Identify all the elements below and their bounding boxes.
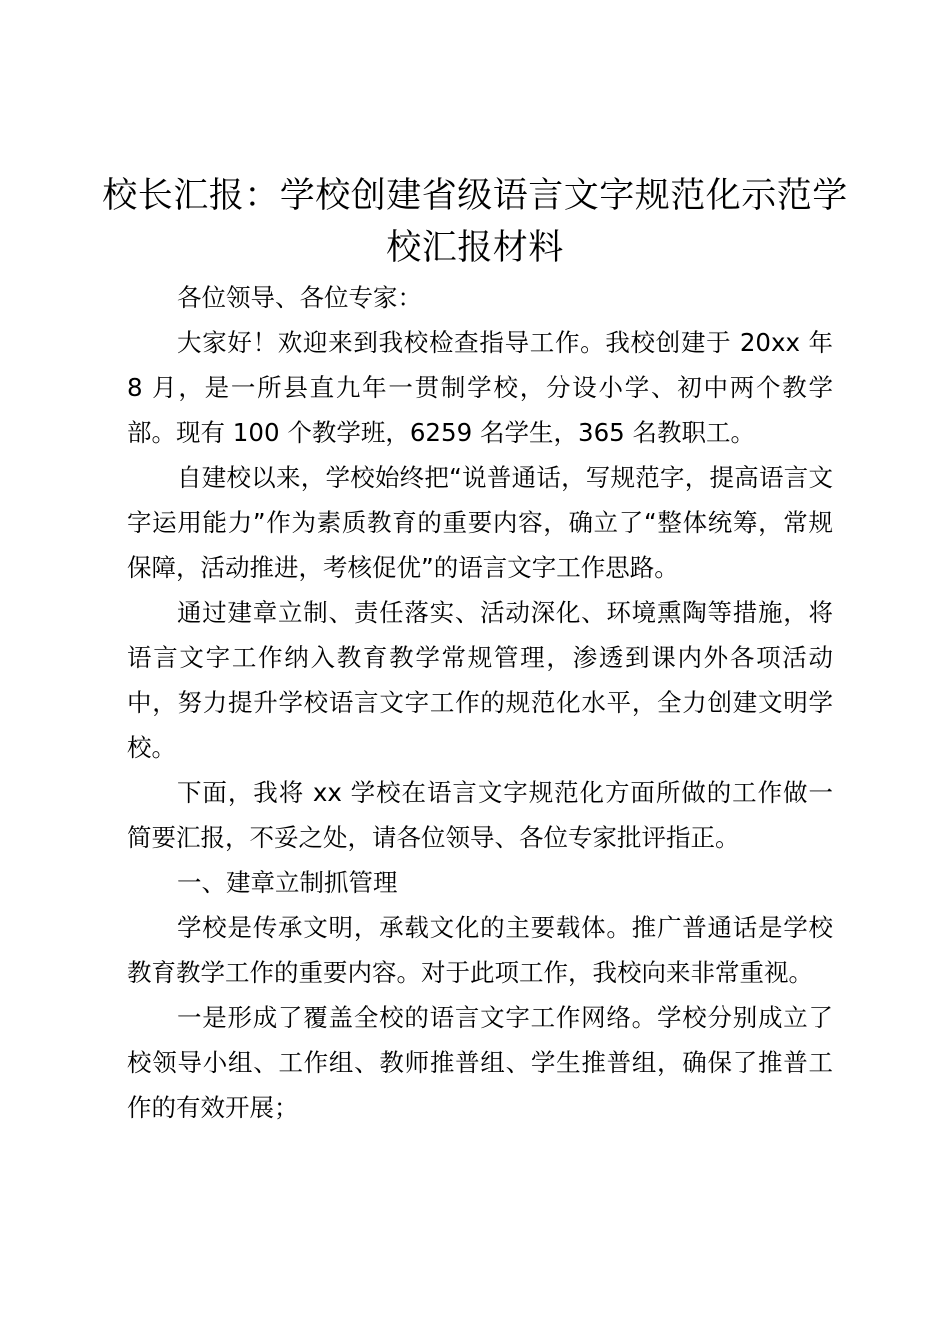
greeting-paragraph: 各位领导、各位专家： [177,283,422,312]
document-title: 校长汇报：学校创建省级语言文字规范化示范学校汇报材料 [102,176,848,268]
measures-paragraph: 通过建章立制、责任落实、活动深化、环境熏陶等措施，将语言文字工作纳入教育教学常规管理，渗透到课内外各项活动中，努力提升学校语言文字工作的规范化水平，全力创建文明学校。 [127,598,833,762]
report-intro-paragraph: 下面，我将 xx 学校在语言文字规范化方面所做的工作做一简要汇报，不妥之处，请各位领导、各位专家批评指正。 [127,778,833,852]
intro-paragraph: 大家好！欢迎来到我校检查指导工作。我校创建于 20xx 年 8 月，是一所县直九年一贯制学校，分设小学、初中两个教学部。现有 100 个教学班，6259 名学生，365 名教职工。 [127,328,833,447]
section-body-paragraph: 学校是传承文明，承载文化的主要载体。推广普通话是学校教育教学工作的重要内容。对于此项工作，我校向来非常重视。 [127,913,833,987]
principle-paragraph: 自建校以来，学校始终把“说普通话，写规范字，提高语言文字运用能力”作为素质教育的重要内容，确立了“整体统筹，常规保障，活动推进，考核促优”的语言文字工作思路。 [127,463,833,582]
network-paragraph: 一是形成了覆盖全校的语言文字工作网络。学校分别成立了校领导小组、工作组、教师推普组、学生推普组，确保了推普工作的有效开展； [127,1003,833,1122]
section-heading: 一、建章立制抓管理 [177,868,398,897]
document-body [127,275,833,1130]
